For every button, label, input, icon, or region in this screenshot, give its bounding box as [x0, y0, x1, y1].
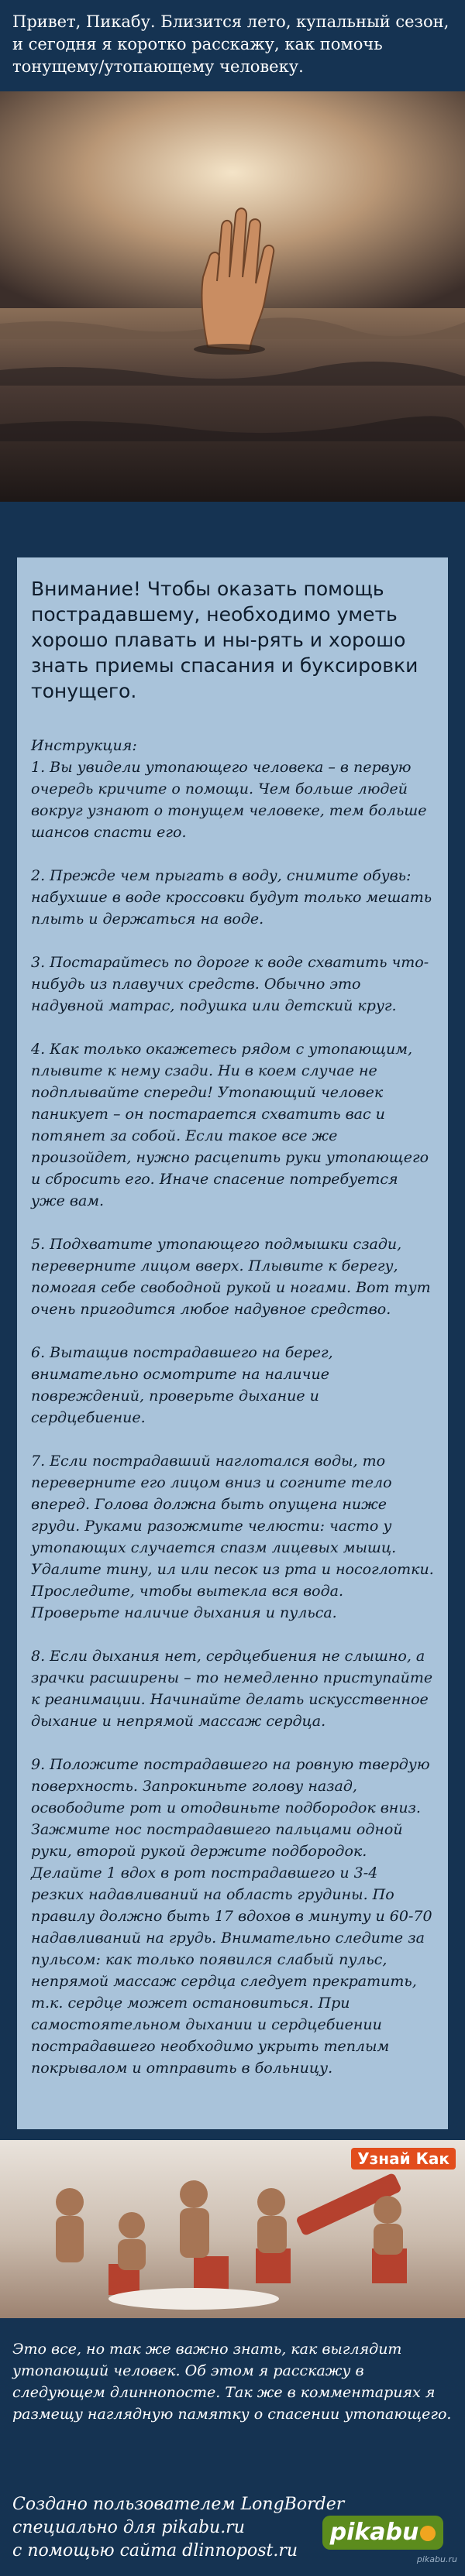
intro-text: Привет, Пикабу. Близится лето, купальный сезон, и сегодня я коротко расскажу, как помочь тонущему/утопающему человеку.	[12, 12, 450, 76]
closing-block	[0, 2327, 465, 2475]
instruction-card	[17, 557, 448, 2129]
pikabu-watermark: pikabu.ru	[416, 2554, 457, 2564]
pikabu-logo[interactable]	[322, 2516, 443, 2550]
uznai-kak-badge: Узнай Как	[351, 2148, 456, 2170]
intro-block	[0, 0, 465, 91]
step-3: 3. Постарайтесь по дороге к воде схватить что-нибудь из плавучих средств. Обычно это надувной матрас, подушка или детский круг.	[31, 954, 429, 1014]
footer-line-1: Создано пользователем LongBorder	[12, 2495, 345, 2514]
instructions-title: Инструкция:	[31, 737, 137, 754]
hero-image	[0, 91, 465, 502]
drowning-hand-illustration	[0, 91, 465, 502]
closing-text: Это все, но так же важно знать, как выглядит утопающий человек. Об этом я расскажу в следующем длиннопосте. Так же в комментариях я размещу наглядную памятку о спасении утопающего.	[12, 2341, 452, 2423]
step-7: 7. Если пострадавший наглотался воды, то переверните его лицом вниз и согните тело вперед. Голова должна быть опущена ниже груди. Руками разожмите челюсти: часто у утопающих случается спазм лицевых мышц. Удалите тину, ил или песок из рта и носоглотки. Проследите, чтобы вытекла вся вода. Проверьте наличие дыхания и пульса.	[31, 1453, 434, 1621]
step-6: 6. Вытащив пострадавшего на берег, внимательно осмотрите на наличие повреждений, проверьте дыхание и сердцебиение.	[31, 1344, 333, 1426]
warning-text: Внимание! Чтобы оказать помощь пострадавшему, необходимо уметь хорошо плавать и ны-рять и хорошо знать приемы спасания и буксировки тонущего.	[31, 578, 418, 702]
step-5: 5. Подхватите утопающего подмышки сзади, переверните лицом вверх. Плывите к берегу, помогая себе свободной рукой и ногами. Вот тут очень пригодится любое надувное средство.	[31, 1236, 431, 1318]
step-9: 9. Положите пострадавшего на ровную твердую поверхность. Запрокиньте голову назад, освободите рот и отодвиньте подбородок вниз. Зажмите нос пострадавшего пальцами одной руки, второй рукой держите подбородок. Делайте 1 вдох в рот пострадавшего и 3-4 резких надавливаний на область грудины. По правилу должно быть 17 вдохов в минуту и 60-70 надавливаний на грудь. Внимательно следите за пульсом: как только появился слабый пульс, непрямой массаж сердца следует прекратить, т.к. сердце может остановиться. При самостоятельном дыхании и сердцебиении пострадавшего необходимо укрыть теплым покрывалом и отправить в больницу.	[31, 1756, 432, 2077]
pikabu-dot-icon	[420, 2526, 436, 2541]
lifeguards-photo	[0, 2140, 465, 2318]
footer-line-2: специально для pikabu.ru	[12, 2518, 245, 2537]
pikabu-logo-text: pikabu	[329, 2519, 419, 2546]
footer	[0, 2482, 465, 2576]
step-1: 1. Вы увидели утопающего человека – в первую очередь кричите о помощи. Чем больше людей вокруг узнают о тонущем человеке, тем больше шансов спасти его.	[31, 759, 427, 841]
footer-line-3: с помощью сайта dlinnopost.ru	[12, 2541, 298, 2561]
step-4: 4. Как только окажетесь рядом с утопающим, плывите к нему сзади. Ни в коем случае не подплывайте спереди! Утопающий человек паникует – он постарается схватить вас и потянет за собой. Если такое все же произойдет, нужно расцепить руки утопающего и сбросить его. Иначе спасение потребуется уже вам.	[31, 1041, 429, 1209]
step-2: 2. Прежде чем прыгать в воду, снимите обувь: набухшие в воде кроссовки будут только мешать плыть и держаться на воде.	[31, 867, 432, 928]
step-8: 8. Если дыхания нет, сердцебиения не слышно, а зрачки расширены – то немедленно приступайте к реанимации. Начинайте делать искусственное дыхание и непрямой массаж сердца.	[31, 1648, 433, 1730]
